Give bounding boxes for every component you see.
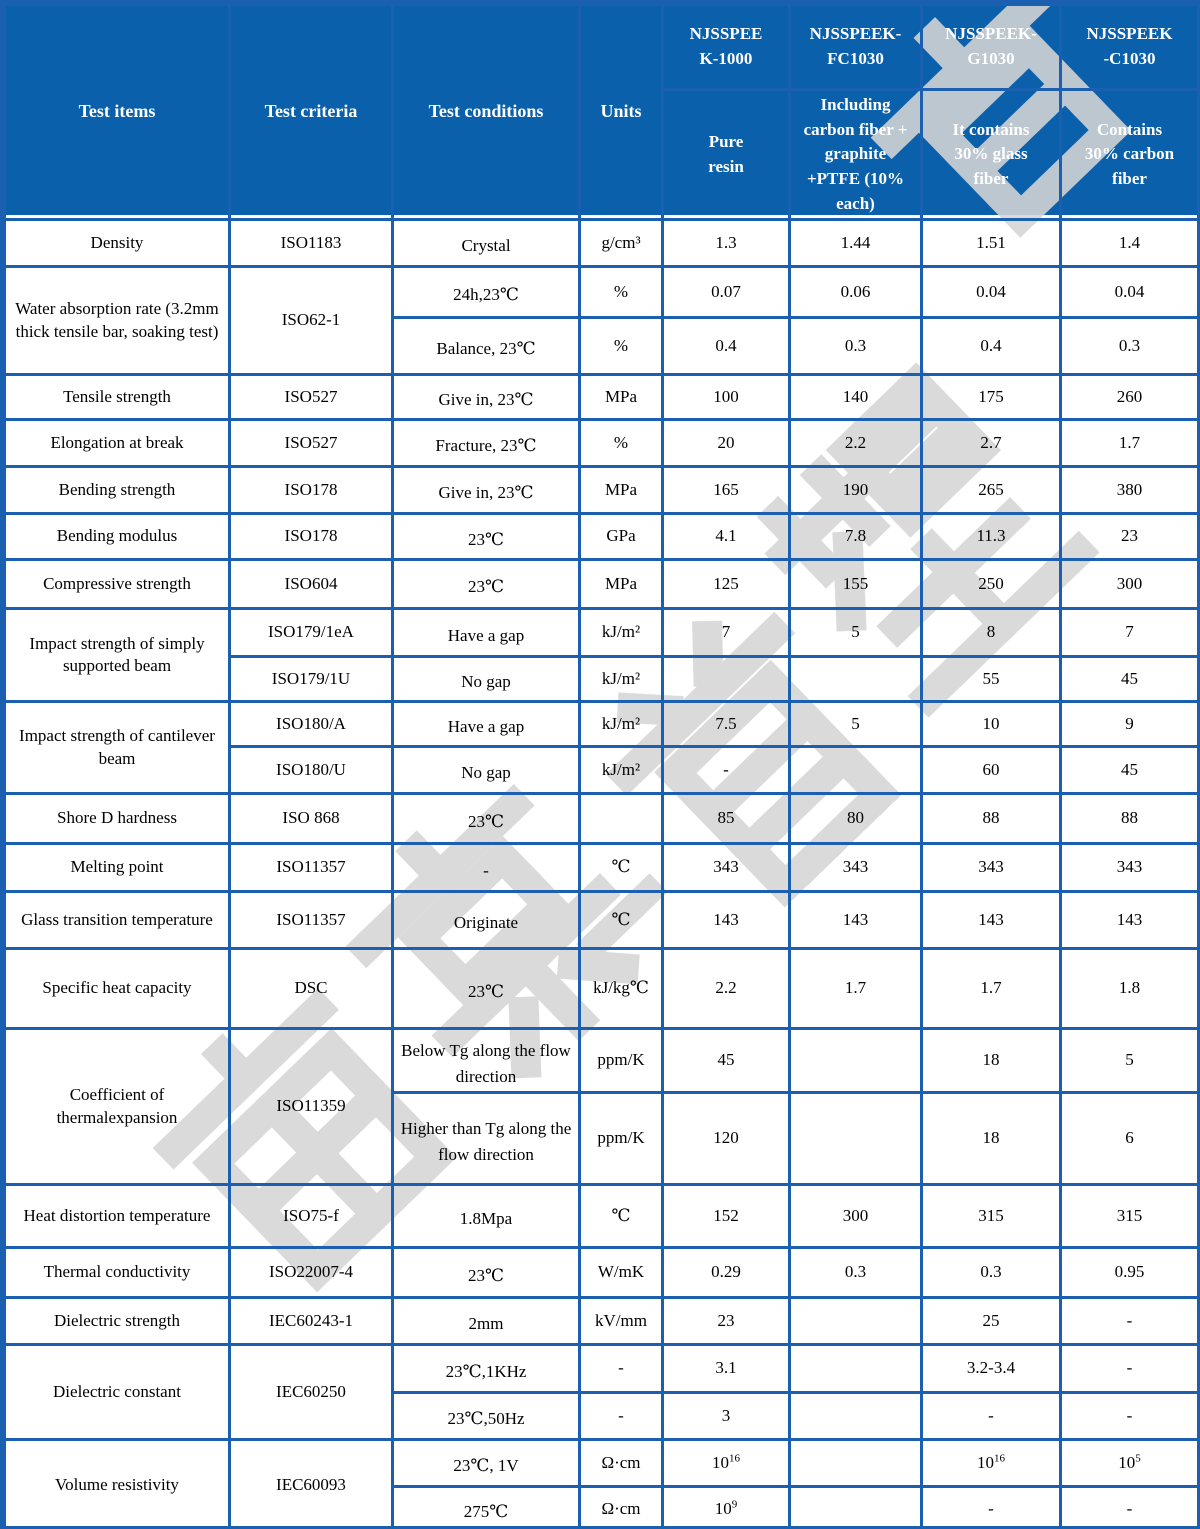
cell-value: 1.8	[1061, 949, 1199, 1029]
cell-value: 18	[922, 1029, 1061, 1093]
cell-value: 250	[922, 560, 1061, 609]
cell-unit	[580, 794, 663, 844]
product-name-line: NJSSPEEK-	[945, 24, 1037, 44]
cell-test-criteria: IEC60250	[230, 1345, 393, 1440]
cell-test-condition: Give in, 23℃	[393, 375, 580, 420]
cell-test-criteria: ISO178	[230, 514, 393, 560]
table-row	[5, 1345, 1199, 1393]
cell-test-item: Tensile strength	[5, 375, 230, 420]
cell-value: 3.1	[663, 1345, 790, 1393]
cell-value: 380	[1061, 467, 1199, 514]
cell-value: 80	[790, 794, 922, 844]
cell-value: 155	[790, 560, 922, 609]
cell-value: 6	[1061, 1093, 1199, 1185]
cell-value: 1.51	[922, 220, 1061, 267]
table-row	[5, 1029, 1199, 1093]
cell-value: -	[1061, 1298, 1199, 1345]
cell-value: 88	[1061, 794, 1199, 844]
cell-test-criteria: ISO 868	[230, 794, 393, 844]
cell-value: 45	[1061, 747, 1199, 794]
cell-value: 143	[663, 892, 790, 949]
cell-test-item: Glass transition temperature	[5, 892, 230, 949]
cell-value: 0.95	[1061, 1248, 1199, 1298]
cell-test-condition: 23℃,1KHz	[393, 1345, 580, 1393]
cell-unit: kJ/m²	[580, 657, 663, 702]
cell-test-item: Density	[5, 220, 230, 267]
col-header-product-k1000	[663, 5, 790, 90]
cell-unit: ppm/K	[580, 1029, 663, 1093]
cell-value: 55	[922, 657, 1061, 702]
cell-value: 2.2	[790, 420, 922, 467]
desc-line: fiber	[1112, 168, 1147, 188]
cell-test-criteria: ISO527	[230, 375, 393, 420]
cell-test-condition: 23℃	[393, 560, 580, 609]
desc-line: each)	[836, 193, 875, 213]
cell-test-condition: Have a gap	[393, 609, 580, 657]
cell-unit: kJ/m²	[580, 702, 663, 747]
desc-line: Including	[820, 95, 891, 114]
desc-line: 30% carbon	[1084, 144, 1175, 164]
cell-test-condition: 23℃	[393, 514, 580, 560]
cell-value: 0.06	[790, 267, 922, 318]
cell-unit: -	[580, 1345, 663, 1393]
table-row	[5, 220, 1199, 267]
cell-test-criteria: ISO75-f	[230, 1185, 393, 1248]
table-row	[5, 702, 1199, 747]
cell-value: 343	[790, 844, 922, 892]
cell-test-item: Melting point	[5, 844, 230, 892]
cell-value: 300	[1061, 560, 1199, 609]
cell-value: 0.4	[922, 318, 1061, 375]
cell-value: 0.04	[1061, 267, 1199, 318]
cell-value	[790, 1440, 922, 1487]
table-row	[5, 560, 1199, 609]
cell-test-item: Bending strength	[5, 467, 230, 514]
col-header-product-c1030	[1061, 5, 1199, 90]
cell-value: 343	[922, 844, 1061, 892]
product-desc-c1030	[1061, 90, 1199, 220]
cell-value	[790, 1487, 922, 1529]
cell-value: 2.2	[663, 949, 790, 1029]
cell-value: $10^9$	[663, 1487, 790, 1529]
cell-value: $10^{16}$	[922, 1440, 1061, 1487]
cell-test-item: Compressive strength	[5, 560, 230, 609]
cell-test-condition: No gap	[393, 657, 580, 702]
cell-test-condition: 23℃	[393, 949, 580, 1029]
cell-test-condition: 275℃	[393, 1487, 580, 1529]
cell-value: 5	[790, 609, 922, 657]
cell-value: 3	[663, 1393, 790, 1440]
cell-test-condition: 23℃	[393, 1248, 580, 1298]
table-row	[5, 1440, 1199, 1487]
desc-line: +PTFE (10%	[806, 168, 905, 188]
cell-value: 7.8	[790, 514, 922, 560]
cell-value: 25	[922, 1298, 1061, 1345]
cell-test-item: Specific heat capacity	[5, 949, 230, 1029]
col-header-product-fc1030	[790, 5, 922, 90]
cell-test-criteria: ISO180/A	[230, 702, 393, 747]
cell-unit: ppm/K	[580, 1093, 663, 1185]
cell-value: 45	[1061, 657, 1199, 702]
cell-unit: kV/mm	[580, 1298, 663, 1345]
cell-unit: g/cm³	[580, 220, 663, 267]
cell-unit: W/mK	[580, 1248, 663, 1298]
cell-value: 315	[922, 1185, 1061, 1248]
cell-value: 190	[790, 467, 922, 514]
cell-test-item: Shore D hardness	[5, 794, 230, 844]
cell-unit: kJ/m²	[580, 747, 663, 794]
cell-value: 1.3	[663, 220, 790, 267]
cell-value	[790, 657, 922, 702]
product-name-line: NJSSPEE	[689, 24, 763, 44]
table-row	[5, 794, 1199, 844]
cell-value: 1.7	[790, 949, 922, 1029]
product-name-line: G1030	[967, 49, 1015, 68]
cell-value	[790, 1393, 922, 1440]
cell-unit: -	[580, 1393, 663, 1440]
cell-test-criteria: ISO11357	[230, 844, 393, 892]
desc-line: Pure	[708, 131, 744, 151]
cell-test-criteria: ISO11357	[230, 892, 393, 949]
cell-unit: kJ/m²	[580, 609, 663, 657]
cell-value: 1.7	[922, 949, 1061, 1029]
cell-test-item: Impact strength of simply supported beam	[5, 609, 230, 702]
cell-value: 7	[1061, 609, 1199, 657]
table-row	[5, 1185, 1199, 1248]
cell-unit: ℃	[580, 892, 663, 949]
table-row	[5, 949, 1199, 1029]
col-header-test-criteria: Test criteria	[230, 5, 393, 220]
cell-value: 10	[922, 702, 1061, 747]
desc-line: graphite	[824, 144, 887, 164]
cell-test-item: Coefficient of thermalexpansion	[5, 1029, 230, 1185]
cell-test-condition: Originate	[393, 892, 580, 949]
table-body	[5, 220, 1199, 1529]
cell-value: 88	[922, 794, 1061, 844]
table-row	[5, 267, 1199, 318]
cell-value: 143	[1061, 892, 1199, 949]
cell-value: 8	[922, 609, 1061, 657]
cell-test-criteria: ISO11359	[230, 1029, 393, 1185]
cell-value: -	[922, 1487, 1061, 1529]
cell-test-item: Volume resistivity	[5, 1440, 230, 1529]
cell-test-item: Dielectric strength	[5, 1298, 230, 1345]
cell-value: 1.7	[1061, 420, 1199, 467]
cell-test-criteria: ISO604	[230, 560, 393, 609]
cell-value: 23	[1061, 514, 1199, 560]
cell-test-condition: 23℃	[393, 794, 580, 844]
cell-value: -	[1061, 1487, 1199, 1529]
cell-unit: ℃	[580, 844, 663, 892]
cell-value: 9	[1061, 702, 1199, 747]
cell-test-condition: Give in, 23℃	[393, 467, 580, 514]
cell-test-condition: Balance, 23℃	[393, 318, 580, 375]
cell-value	[663, 657, 790, 702]
cell-value: 1.44	[790, 220, 922, 267]
cell-test-item: Heat distortion temperature	[5, 1185, 230, 1248]
cell-value: 0.3	[1061, 318, 1199, 375]
cell-value: -	[663, 747, 790, 794]
cell-test-criteria: ISO1183	[230, 220, 393, 267]
desc-line: It contains	[952, 119, 1030, 139]
cell-value: 0.3	[790, 1248, 922, 1298]
cell-unit: MPa	[580, 560, 663, 609]
cell-value: 0.29	[663, 1248, 790, 1298]
cell-value: 152	[663, 1185, 790, 1248]
cell-value: 5	[1061, 1029, 1199, 1093]
cell-test-criteria: ISO179/1U	[230, 657, 393, 702]
cell-test-condition: -	[393, 844, 580, 892]
table-row	[5, 1298, 1199, 1345]
cell-test-condition: Have a gap	[393, 702, 580, 747]
cell-test-condition: 2mm	[393, 1298, 580, 1345]
cell-test-condition: Below Tg along the flow direction	[393, 1029, 580, 1093]
cell-value: 5	[790, 702, 922, 747]
cell-test-item: Water absorption rate (3.2mm thick tensile bar, soaking test)	[5, 267, 230, 375]
col-header-product-g1030	[922, 5, 1061, 90]
cell-unit: %	[580, 318, 663, 375]
cell-value: 2.7	[922, 420, 1061, 467]
cell-value: 120	[663, 1093, 790, 1185]
desc-line: carbon fiber +	[803, 119, 908, 139]
cell-value: 60	[922, 747, 1061, 794]
table-header	[5, 5, 1199, 220]
cell-test-criteria: DSC	[230, 949, 393, 1029]
cell-unit: Ω·cm	[580, 1440, 663, 1487]
cell-test-item: Dielectric constant	[5, 1345, 230, 1440]
cell-value: 343	[663, 844, 790, 892]
cell-value: 0.4	[663, 318, 790, 375]
cell-value: 11.3	[922, 514, 1061, 560]
cell-value: 125	[663, 560, 790, 609]
cell-test-condition: Higher than Tg along the flow direction	[393, 1093, 580, 1185]
product-desc-fc1030	[790, 90, 922, 220]
cell-value: 20	[663, 420, 790, 467]
cell-value: -	[1061, 1393, 1199, 1440]
table-row	[5, 375, 1199, 420]
cell-unit: ℃	[580, 1185, 663, 1248]
table-row	[5, 514, 1199, 560]
product-desc-g1030	[922, 90, 1061, 220]
desc-line: fiber	[973, 168, 1009, 188]
cell-value: 0.3	[922, 1248, 1061, 1298]
cell-test-condition: 23℃,50Hz	[393, 1393, 580, 1440]
cell-value: 7.5	[663, 702, 790, 747]
cell-value: 175	[922, 375, 1061, 420]
cell-test-condition: 23℃, 1V	[393, 1440, 580, 1487]
cell-value: 0.04	[922, 267, 1061, 318]
table-row	[5, 609, 1199, 657]
table-row	[5, 892, 1199, 949]
cell-value	[790, 1298, 922, 1345]
cell-value: 265	[922, 467, 1061, 514]
cell-test-criteria: ISO62-1	[230, 267, 393, 375]
table-row	[5, 844, 1199, 892]
cell-unit: MPa	[580, 467, 663, 514]
cell-test-item: Bending modulus	[5, 514, 230, 560]
cell-unit: GPa	[580, 514, 663, 560]
table-row	[5, 467, 1199, 514]
spec-table	[3, 3, 1200, 1529]
cell-value: 100	[663, 375, 790, 420]
cell-value: 0.3	[790, 318, 922, 375]
cell-unit: kJ/kg℃	[580, 949, 663, 1029]
product-name-line: -C1030	[1103, 49, 1156, 68]
cell-value: -	[1061, 1345, 1199, 1393]
cell-test-criteria: IEC60243-1	[230, 1298, 393, 1345]
cell-value: 140	[790, 375, 922, 420]
cell-unit: Ω·cm	[580, 1487, 663, 1529]
cell-value: 343	[1061, 844, 1199, 892]
cell-value: 18	[922, 1093, 1061, 1185]
cell-test-condition: Fracture, 23℃	[393, 420, 580, 467]
cell-value: 7	[663, 609, 790, 657]
cell-value: 143	[790, 892, 922, 949]
cell-value: 1.4	[1061, 220, 1199, 267]
cell-test-criteria: ISO22007-4	[230, 1248, 393, 1298]
desc-line: resin	[708, 156, 744, 176]
product-name-line: FC1030	[827, 49, 884, 68]
cell-value	[790, 1093, 922, 1185]
cell-unit: %	[580, 267, 663, 318]
cell-value: -	[922, 1393, 1061, 1440]
cell-test-item: Elongation at break	[5, 420, 230, 467]
cell-test-criteria: ISO180/U	[230, 747, 393, 794]
cell-test-criteria: ISO178	[230, 467, 393, 514]
cell-value	[790, 1029, 922, 1093]
cell-unit: MPa	[580, 375, 663, 420]
col-header-test-conditions: Test conditions	[393, 5, 580, 220]
cell-value: 143	[922, 892, 1061, 949]
cell-value: $10^{16}$	[663, 1440, 790, 1487]
cell-test-criteria: ISO179/1eA	[230, 609, 393, 657]
desc-line: 30% glass	[954, 144, 1028, 164]
cell-test-criteria: ISO527	[230, 420, 393, 467]
cell-value: 315	[1061, 1185, 1199, 1248]
cell-value: 0.07	[663, 267, 790, 318]
cell-test-condition: 1.8Mpa	[393, 1185, 580, 1248]
cell-value: $10^5$	[1061, 1440, 1199, 1487]
cell-test-condition: Crystal	[393, 220, 580, 267]
product-desc-k1000	[663, 90, 790, 220]
cell-test-condition: No gap	[393, 747, 580, 794]
table-row	[5, 420, 1199, 467]
table-row	[5, 1248, 1199, 1298]
desc-line: Contains	[1096, 119, 1163, 139]
cell-value: 165	[663, 467, 790, 514]
cell-value: 300	[790, 1185, 922, 1248]
product-name-line: NJSSPEEK	[1086, 24, 1173, 44]
cell-test-condition: 24h,23℃	[393, 267, 580, 318]
col-header-units: Units	[580, 5, 663, 220]
cell-unit: %	[580, 420, 663, 467]
header-row-products	[5, 5, 1199, 90]
cell-value: 4.1	[663, 514, 790, 560]
cell-value: 3.2-3.4	[922, 1345, 1061, 1393]
cell-value: 260	[1061, 375, 1199, 420]
cell-value: 45	[663, 1029, 790, 1093]
cell-value	[790, 747, 922, 794]
cell-test-item: Thermal conductivity	[5, 1248, 230, 1298]
cell-value: 23	[663, 1298, 790, 1345]
cell-test-criteria: IEC60093	[230, 1440, 393, 1529]
product-name-line: NJSSPEEK-	[809, 24, 902, 44]
col-header-test-items: Test items	[5, 5, 230, 220]
cell-value: 85	[663, 794, 790, 844]
cell-test-item: Impact strength of cantilever beam	[5, 702, 230, 794]
product-name-line: K-1000	[699, 49, 753, 68]
cell-value	[790, 1345, 922, 1393]
